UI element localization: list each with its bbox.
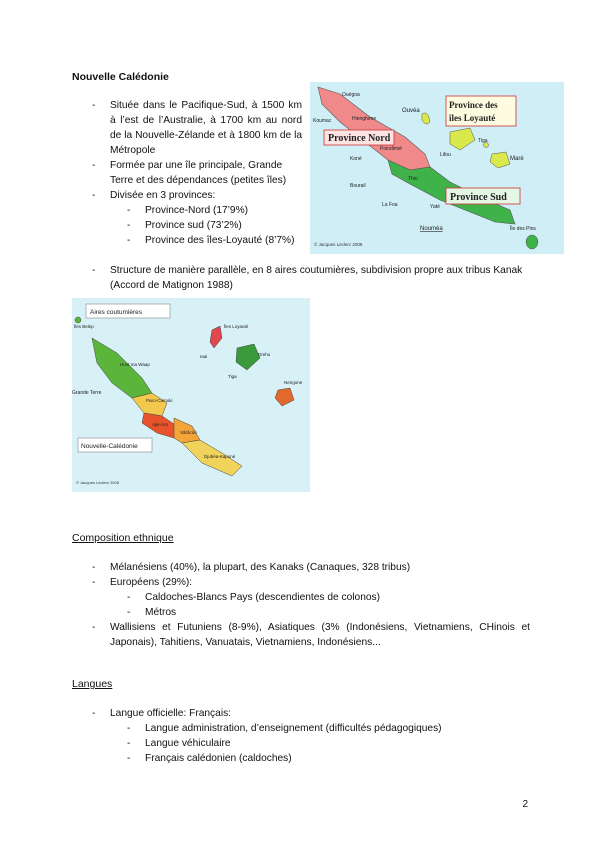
map2-copyright: © Jacques Leclerc 2008 bbox=[76, 480, 119, 485]
lafoa-label: La Foa bbox=[382, 202, 398, 208]
loyaute-label: Îles Loyauté bbox=[224, 324, 249, 329]
drehu-label: Drehu bbox=[258, 352, 271, 357]
ouvea-shape bbox=[422, 113, 430, 124]
provinces-map-svg bbox=[310, 82, 564, 254]
lang-section-title: Langues bbox=[72, 678, 113, 690]
noumea-label: Nouméa bbox=[420, 226, 443, 232]
ouegoa-label: Ouégoa bbox=[342, 92, 360, 98]
poindimie-label: Poindimié bbox=[380, 146, 402, 152]
tiga-label-2: Tiga bbox=[228, 374, 237, 379]
grande-terre-label: Grande Terre bbox=[72, 390, 102, 396]
paici-label: Paici-Camuki bbox=[146, 398, 173, 403]
iaai-label: Iaai bbox=[200, 354, 208, 359]
bourail-label: Bourail bbox=[350, 183, 366, 189]
yate-label: Yaté bbox=[430, 204, 440, 210]
provinces-map bbox=[310, 82, 564, 254]
belep-shape bbox=[75, 317, 81, 323]
nengone-label: Nengone bbox=[284, 380, 303, 385]
thio-label: Thio bbox=[408, 176, 418, 182]
nengone-shape bbox=[275, 388, 294, 406]
hoot-label: Hoot ma Waap bbox=[120, 362, 150, 367]
ile-des-pins-shape bbox=[526, 235, 538, 249]
bullet-text: Formée par une île principale, Grande Terre et des dépendances (petites îles) bbox=[110, 160, 287, 186]
bullet-text: Située dans le Pacifique-Sud, à 1500 km à l’est de l’Australie, à 1700 km au nord de la Nouvelle-Zélande et à 1800 km de la Métropole bbox=[110, 100, 302, 156]
bullet-text: Structure de manière parallèle, en 8 aires coutumières, subdivision propre aux tribus Kanak (Accord de Matignon 1988) bbox=[110, 265, 523, 291]
map1-copyright: © Jacques Leclerc 2008 bbox=[314, 242, 363, 247]
ouvea-label: Ouvéa bbox=[402, 108, 420, 114]
drehu-shape bbox=[236, 344, 260, 370]
province-nord-label: Province Nord bbox=[328, 133, 391, 144]
nc-label: Nouvelle-Calédonie bbox=[81, 443, 138, 450]
aires-coutumieres-map bbox=[72, 298, 310, 492]
hoot-ma-waap-shape bbox=[92, 338, 152, 398]
djubea-label: Djubéa-Kaponé bbox=[204, 454, 236, 459]
page-title: Nouvelle Calédonie bbox=[72, 71, 169, 83]
ile-des-pins-label: Île des Pins bbox=[510, 226, 536, 232]
lifou-label: Lifou bbox=[440, 152, 451, 158]
page-number: 2 bbox=[522, 799, 528, 810]
mare-shape bbox=[490, 152, 510, 168]
hienghene-label: Hienghène bbox=[352, 116, 377, 122]
province-iles-label: Province des îles Loyauté bbox=[449, 100, 498, 123]
xaracuu-label: Xârâcùù bbox=[180, 430, 197, 435]
province-nord-shape bbox=[318, 87, 430, 170]
province-sud-label: Province Sud bbox=[450, 192, 507, 203]
paici-camuki-shape bbox=[132, 393, 167, 416]
tiga-label: Tiga bbox=[478, 138, 488, 144]
ethnic-section-title: Composition ethnique bbox=[72, 532, 174, 544]
ajie-label: Ajië-Aro bbox=[152, 422, 169, 427]
aires-map-svg bbox=[72, 298, 310, 492]
legend-title: Aires coutumières bbox=[90, 309, 143, 316]
kone-label: Koné bbox=[350, 156, 362, 162]
belep-label: Îles Belep bbox=[74, 324, 94, 329]
koumac-label: Koumac bbox=[313, 118, 332, 124]
iaai-shape bbox=[210, 326, 222, 348]
lifou-shape bbox=[450, 128, 475, 150]
mare-label: Maré bbox=[510, 156, 524, 162]
bullet-text: Divisée en 3 provinces: bbox=[110, 190, 216, 201]
